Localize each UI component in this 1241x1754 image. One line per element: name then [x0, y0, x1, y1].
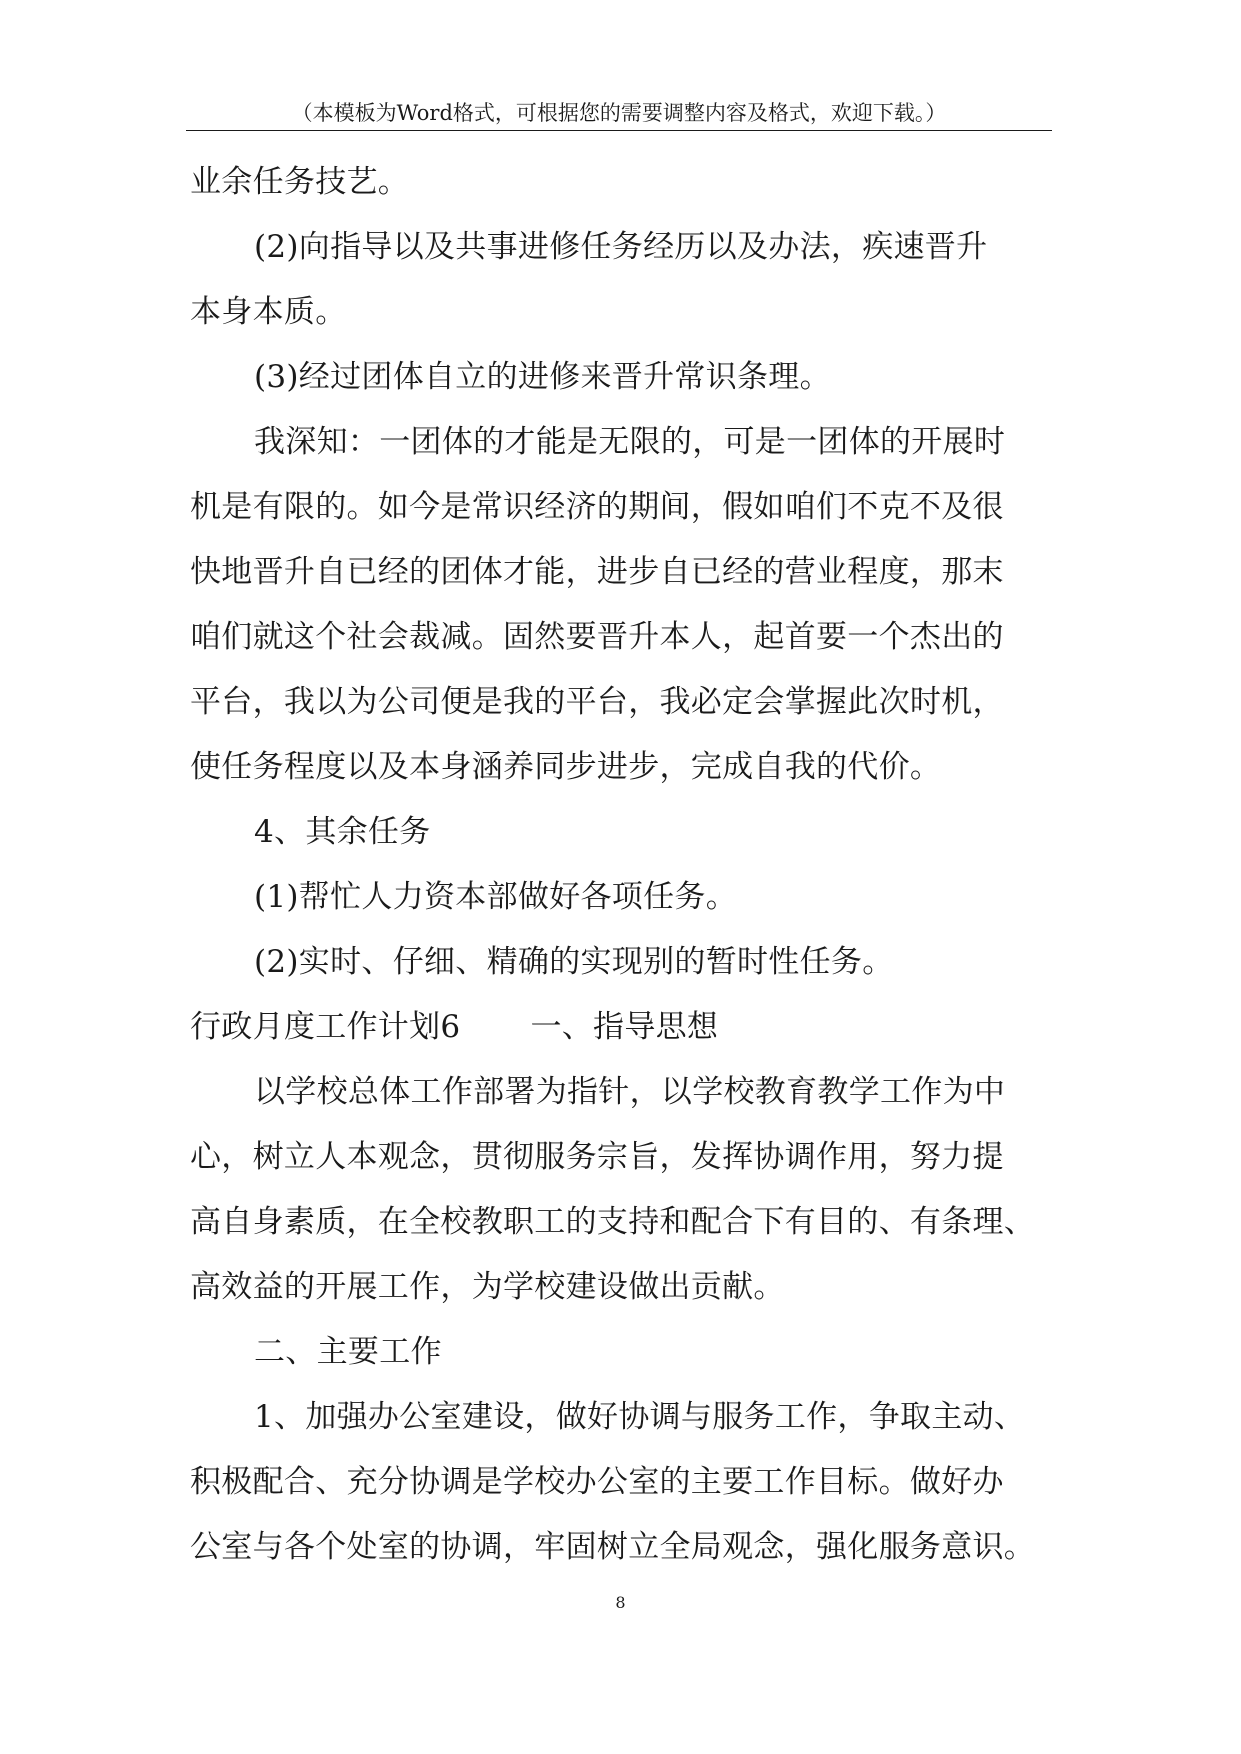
- paragraph-line: 本身本质。: [190, 294, 347, 330]
- document-title-line: [190, 995, 1052, 1060]
- page-number: 8: [615, 1593, 626, 1612]
- paragraph-line: 业余任务技艺。: [190, 164, 410, 200]
- paragraph-line: 咱们就这个社会裁减。固然要晋升本人，起首要一个杰出的: [190, 619, 1004, 655]
- paragraph-line: 我深知：一团体的才能是无限的，可是一团体的开展时: [254, 424, 1006, 460]
- paragraph-line: 使任务程度以及本身涵养同步进步，完成自我的代价。: [190, 749, 942, 785]
- section-heading: 一、指导思想: [530, 1009, 719, 1045]
- paragraph-line: 平台，我以为公司便是我的平台，我必定会掌握此次时机，: [190, 684, 1004, 720]
- paragraph-line: 公室与各个处室的协调，牢固树立全局观念，强化服务意识。: [190, 1529, 1036, 1565]
- paragraph-line: 积极配合、充分协调是学校办公室的主要工作目标。做好办: [190, 1464, 1004, 1500]
- paragraph-line: 高效益的开展工作，为学校建设做出贡献。: [190, 1269, 785, 1305]
- paragraph-line: 以学校总体工作部署为指针，以学校教育教学工作为中: [254, 1074, 1006, 1110]
- paragraph-line: 心，树立人本观念，贯彻服务宗旨，发挥协调作用，努力提: [190, 1139, 1004, 1175]
- section-heading: 二、主要工作: [254, 1334, 442, 1370]
- document-title: 行政月度工作计划6: [190, 1009, 461, 1045]
- header-divider: [186, 130, 1052, 131]
- paragraph-line: 高自身素质，在全校教职工的支持和配合下有目的、有条理、: [190, 1204, 1036, 1240]
- paragraph-line: 1、加强办公室建设，做好协调与服务工作，争取主动、: [254, 1399, 1026, 1435]
- paragraph-line: (3)经过团体自立的进修来晋升常识条理。: [254, 359, 831, 395]
- paragraph-line: (1)帮忙人力资本部做好各项任务。: [254, 879, 738, 915]
- paragraph-line: 机是有限的。如今是常识经济的期间，假如咱们不克不及很: [190, 489, 1004, 525]
- section-heading: 4、其余任务: [254, 814, 431, 850]
- paragraph-line: (2)实时、仔细、精确的实现别的暂时性任务。: [254, 944, 894, 980]
- paragraph-line: 快地晋升自已经的团体才能，进步自已经的营业程度，那末: [190, 554, 1004, 590]
- document-body: [190, 150, 1052, 1580]
- paragraph-line: (2)向指导以及共事进修任务经历以及办法，疾速晋升: [254, 229, 988, 265]
- page-header: （本模板为Word格式，可根据您的需要调整内容及格式，欢迎下载。）: [291, 101, 947, 125]
